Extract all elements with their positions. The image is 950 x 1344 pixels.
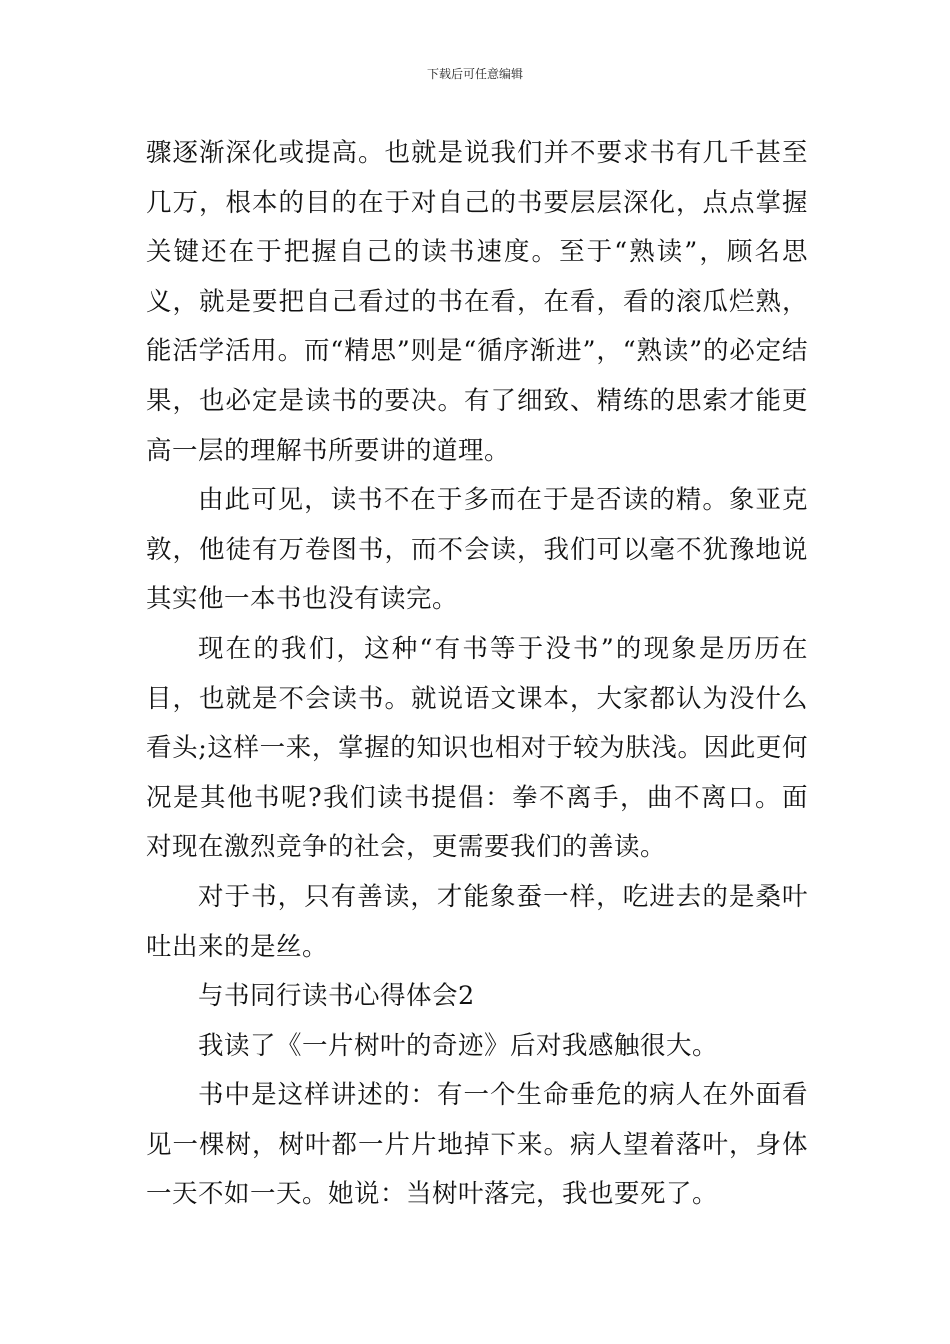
paragraph: 我读了《一片树叶的奇迹》后对我感触很大。 — [198, 1030, 719, 1061]
paragraph: 对于书，只有善读，才能象蚕一样，吃进去的是桑叶吐出来的是丝。 — [146, 881, 808, 962]
section-heading: 与书同行读书心得体会2 — [198, 981, 475, 1012]
document-body — [146, 129, 808, 1220]
page-header-note: 下载后可任意编辑 — [426, 67, 523, 81]
paragraph-continuation: 骤逐渐深化或提高。也就是说我们并不要求书有几千甚至几万，根本的目的在于对自己的书要层层深化，点点掌握关键还在于把握自己的读书速度。至于“熟读”，顾名思义，就是要把自己看过的书在看，在看，看的滚瓜烂熟，能活学活用。而“精思”则是“循序渐进”，“熟读”的必定结果，也必定是读书的要决。有了细致、精练的思索才能更高一层的理解书所要讲的道理。 — [146, 138, 808, 466]
paragraph: 现在的我们，这种“有书等于没书”的现象是历历在目，也就是不会读书。就说语文课本，大家都认为没什么看头;这样一来，掌握的知识也相对于较为肤浅。因此更何况是其他书呢?我们读书提倡：拳不离手，曲不离口。面对现在激烈竞争的社会，更需要我们的善读。 — [146, 633, 808, 863]
paragraph: 由此可见，读书不在于多而在于是否读的精。象亚克敦，他徒有万卷图书，而不会读，我们可以毫不犹豫地说其实他一本书也没有读完。 — [146, 485, 808, 615]
paragraph: 书中是这样讲述的：有一个生命垂危的病人在外面看见一棵树，树叶都一片片地掉下来。病人望着落叶，身体一天不如一天。她说：当树叶落完，我也要死了。 — [146, 1080, 808, 1210]
